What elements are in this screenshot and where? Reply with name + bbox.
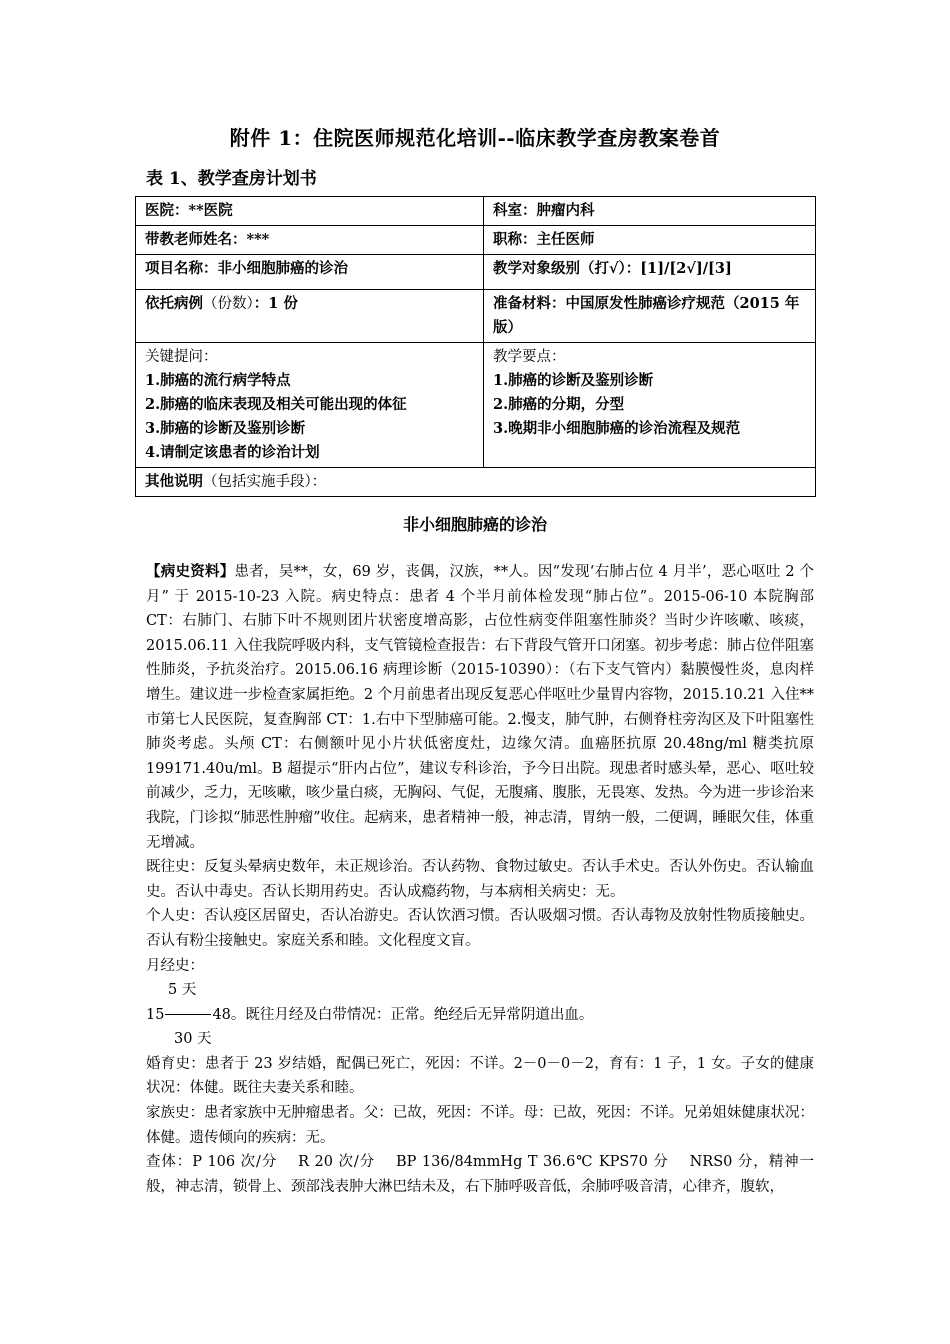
document-title: 附件 1：住院医师规范化培训--临床教学查房教案卷首: [229, 126, 721, 150]
menstrual-line: [146, 1003, 814, 1028]
menstrual-cycle: 30 天: [174, 1031, 212, 1048]
case-section-title: 非小细胞肺癌的诊治: [402, 515, 547, 534]
title-rank-cell: 职称：主任医师: [484, 226, 816, 255]
teaching-points-label: 教学要点：: [493, 349, 566, 365]
key-questions-cell: [136, 343, 484, 468]
other-notes-cell: [136, 468, 816, 497]
marital-history: 婚育史：患者于 23 岁结婚，配偶已死亡，死因：不详。2－0－0－2，育有：1 子，1 女。子女的健康状况：体健。既往夫妻关系和睦。: [146, 1055, 814, 1097]
history-text: 患者，吴**，女，69 岁，丧偶，汉族，**人。因“发现‘右肺占位 4 月半’，恶心呕吐 2 个月” 于 2015-10-23 入院。病史特点：患者 4 个半月前体检发现“肺占位”。2015-06-10 本院胸部 CT：右肺门、右肺下叶不规则团片状密度增高影，占位性病变伴阻塞性肺炎？当时少许咳嗽、咳痰，2015.06.11 入住我院呼吸内科，支气管镜检查报告：右下背段气管开口闭塞。初步考虑：肺占位伴阻塞性肺炎，予抗炎治疗。2015.06.16 病理诊断（2015-10390）：（右下支气管内）黏膜慢性炎，息肉样增生。建议进一步检查家属拒绝。2 个月前患者出现反复恶心伴呕吐少量胃内容物，2015.10.21 入住**市第七人民医院，复查胸部 CT：1.右中下型肺癌可能。2.慢支，肺气肿，右侧脊柱旁沟区及下叶阻塞性肺炎考虑。头颅 CT：右侧额叶见小片状低密度灶，边缘欠清。血癌胚抗原 20.48ng/ml 糖类抗原 199171.40u/ml。B 超提示“肝内占位”，建议专科诊治，予今日出院。现患者时感头晕，恶心、呕吐较前减少，乏力，无咳嗽，咳少量白痰，无胸闷、气促，无腹痛、腹胀，无畏寒、发热。今为进一步诊治来我院，门诊拟“肺恶性肿瘤”收住。起病来，患者精神一般，神志清，胃纳一般，二便调，睡眠欠佳，体重无增减。: [146, 564, 815, 851]
personal-history: 个人史：否认疫区居留史，否认冶游史。否认饮酒习惯。否认吸烟习惯。否认毒物及放射性物质接触史。否认有粉尘接触史。家庭关系和睦。文化程度文盲。: [146, 908, 814, 949]
table-row: [136, 468, 816, 497]
teacher-cell: 带教老师姓名：***: [136, 226, 484, 255]
department-cell: 科室：肿瘤内科: [484, 197, 816, 226]
cases-paren: （份数）: [203, 296, 254, 312]
table-row: [136, 290, 816, 343]
menopause-text: 48。既往月经及白带情况：正常。绝经后无异常阴道出血。: [212, 1006, 594, 1023]
teaching-point-item: 2.肺癌的分期，分型: [493, 396, 625, 413]
table-row: [136, 343, 816, 468]
physical-exam: 查体：P 106 次/分 R 20 次/分 BP 136/84mmHg T 36.6℃ KPS70 分 NRS0 分，精神一般，神志清，锁骨上、颈部浅表肿大淋巴结未及，右下肺呼吸音低，余肺呼吸音清，心律齐，腹软，: [146, 1154, 814, 1195]
cases-label: 依托病例: [145, 295, 203, 312]
table-row: [136, 197, 816, 226]
menstrual-label: 月经史：: [146, 957, 204, 974]
other-paren: （包括实施手段）：: [203, 474, 327, 490]
past-history: 既往史：反复头晕病史数年，未正规诊治。否认药物、食物过敏史。否认手术史。否认外伤史。否认输血史。否认中毒史。否认长期用药史。否认成瘾药物，与本病相关病史：无。: [146, 859, 814, 900]
family-history: 家族史：患者家族中无肿瘤患者。父：已故，死因：不详。母：已故，死因：不详。兄弟姐妹健康状况：体健。遗传倾向的疾病：无。: [146, 1105, 814, 1146]
key-question-item: 2.肺癌的临床表现及相关可能出现的体征: [145, 396, 407, 413]
materials-cell: 准备材料：中国原发性肺癌诊疗规范（2015 年版）: [484, 290, 816, 343]
table-title: 表 1、教学查房计划书: [146, 169, 317, 189]
hospital-cell: 医院：**医院: [136, 197, 484, 226]
table-row: [136, 226, 816, 255]
case-body: [146, 560, 814, 1199]
key-question-item: 4.请制定该患者的诊治计划: [145, 444, 320, 461]
level-cell: 教学对象级别（打√）：[1]/[2√]/[3]: [484, 255, 816, 290]
key-question-item: 1.肺癌的流行病学特点: [145, 372, 291, 389]
project-cell: 项目名称：非小细胞肺癌的诊治: [136, 255, 484, 290]
teaching-plan-table: [135, 196, 816, 497]
teaching-point-item: 3.晚期非小细胞肺癌的诊治流程及规范: [493, 420, 741, 437]
key-question-item: 3.肺癌的诊断及鉴别诊断: [145, 420, 306, 437]
other-label: 其他说明: [145, 473, 203, 490]
menstrual-duration: 5 天: [168, 982, 197, 999]
history-label: 【病史资料】: [146, 563, 235, 580]
history-paragraph: [146, 560, 814, 855]
cases-value: ：1 份: [253, 295, 298, 312]
teaching-point-item: 1.肺癌的诊断及鉴别诊断: [493, 372, 654, 389]
key-questions-label: 关键提问：: [145, 349, 218, 365]
table-row: [136, 255, 816, 290]
cases-cell: [136, 290, 484, 343]
menarche-age: 15: [146, 1006, 165, 1023]
fraction-line: [165, 1014, 211, 1015]
teaching-points-cell: [484, 343, 816, 468]
